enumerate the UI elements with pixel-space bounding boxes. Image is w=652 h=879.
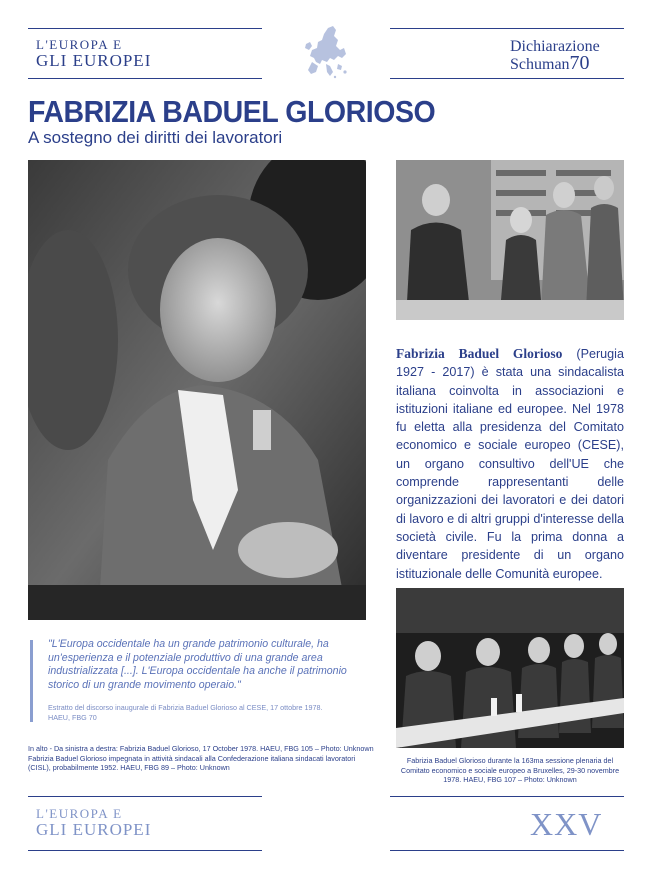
- footer-rule-bottom-right: [390, 850, 624, 851]
- quote-text: "L'Europa occidentale ha un grande patrimonio culturale, ha un'esperienza e il potenziale produttivo di una grande area industrializzata [...]. L'Europa occidentale ha anche il patrimonio storico di un grande movimento operaio.": [48, 638, 347, 691]
- union-activity-photo: [396, 160, 624, 320]
- quote-source-line2: HAEU, FBG 70: [48, 713, 97, 722]
- page-subtitle: A sostegno dei diritti dei lavoratori: [28, 128, 283, 147]
- brand-number: 70: [569, 52, 590, 74]
- quote-source-line1: Estratto del discorso inaugurale di Fabrizia Baduel Glorioso al CESE, 17 ottobre 1978.: [48, 703, 323, 712]
- footer-series-logo: [36, 807, 236, 839]
- quote-accent-bar: [30, 640, 33, 722]
- series-logo: [36, 38, 236, 70]
- series-line1: L'EUROPA E: [36, 37, 123, 52]
- series-line2: GLI EUROPEI: [36, 51, 152, 70]
- biography-name: Fabrizia Baduel Glorioso: [396, 346, 563, 361]
- quote-source: [48, 703, 368, 723]
- right-photo-caption: Fabrizia Baduel Glorioso durante la 163ma sessione plenaria del Comitato economico e sociale europeo a Bruxelles, 29-30 novembre 1978. HAEU, FBG 107 – Photo: Unknown: [400, 756, 620, 785]
- left-photo-caption: [28, 744, 378, 773]
- panel-number: XXV: [530, 806, 603, 842]
- portrait-photo: [28, 160, 366, 620]
- schuman-logo: [510, 38, 620, 73]
- page-title: FABRIZIA BADUEL GLORIOSO: [28, 94, 436, 129]
- footer-rule-top-left: [28, 796, 262, 797]
- brand-word: Schuman: [510, 56, 570, 73]
- biography-body: (Perugia 1927 - 2017) è stata una sindacalista italiana coinvolta in associazioni e istituzioni italiane ed europee. Nel 1978 fu eletta alla presidenza del Comitato economico e sociale europeo (CESE), un organo consultivo dell'UE che comprende rappresentanti delle organizzazioni dei lavoratori e dei datori di lavoro e di altri gruppi d'interesse della società civile. Fu la prima donna a diventare presidente di un organo istituzionale delle Comunità europee.: [396, 347, 624, 581]
- brand-line2: [510, 52, 620, 74]
- header-rule-bottom-right: [390, 78, 624, 79]
- footer-rule-top-right: [390, 796, 624, 797]
- footer-rule-bottom-left: [28, 850, 262, 851]
- brand-line1: Dichiarazione: [510, 38, 600, 55]
- header-rule-top-left: [28, 28, 262, 29]
- caption-line1: In alto - Da sinistra a destra: Fabrizia Baduel Glorioso, 17 October 1978. HAEU, FBG 105 – Photo: Unknown: [28, 744, 374, 753]
- caption-line2: Fabrizia Baduel Glorioso impegnata in attività sindacali alla Confederazione italiana sindacati lavoratori (CISL), probabilmente 1952. HAEU, FBG 89 – Photo: Unknown: [28, 753, 356, 773]
- footer-series-line2: GLI EUROPEI: [36, 820, 152, 839]
- europe-map-icon: [300, 24, 350, 80]
- biography-text: [396, 345, 624, 583]
- header-rule-top-right: [390, 28, 624, 29]
- header-rule-bottom-left: [28, 78, 262, 79]
- footer-series-line1: L'EUROPA E: [36, 806, 123, 821]
- plenary-session-photo: [396, 588, 624, 748]
